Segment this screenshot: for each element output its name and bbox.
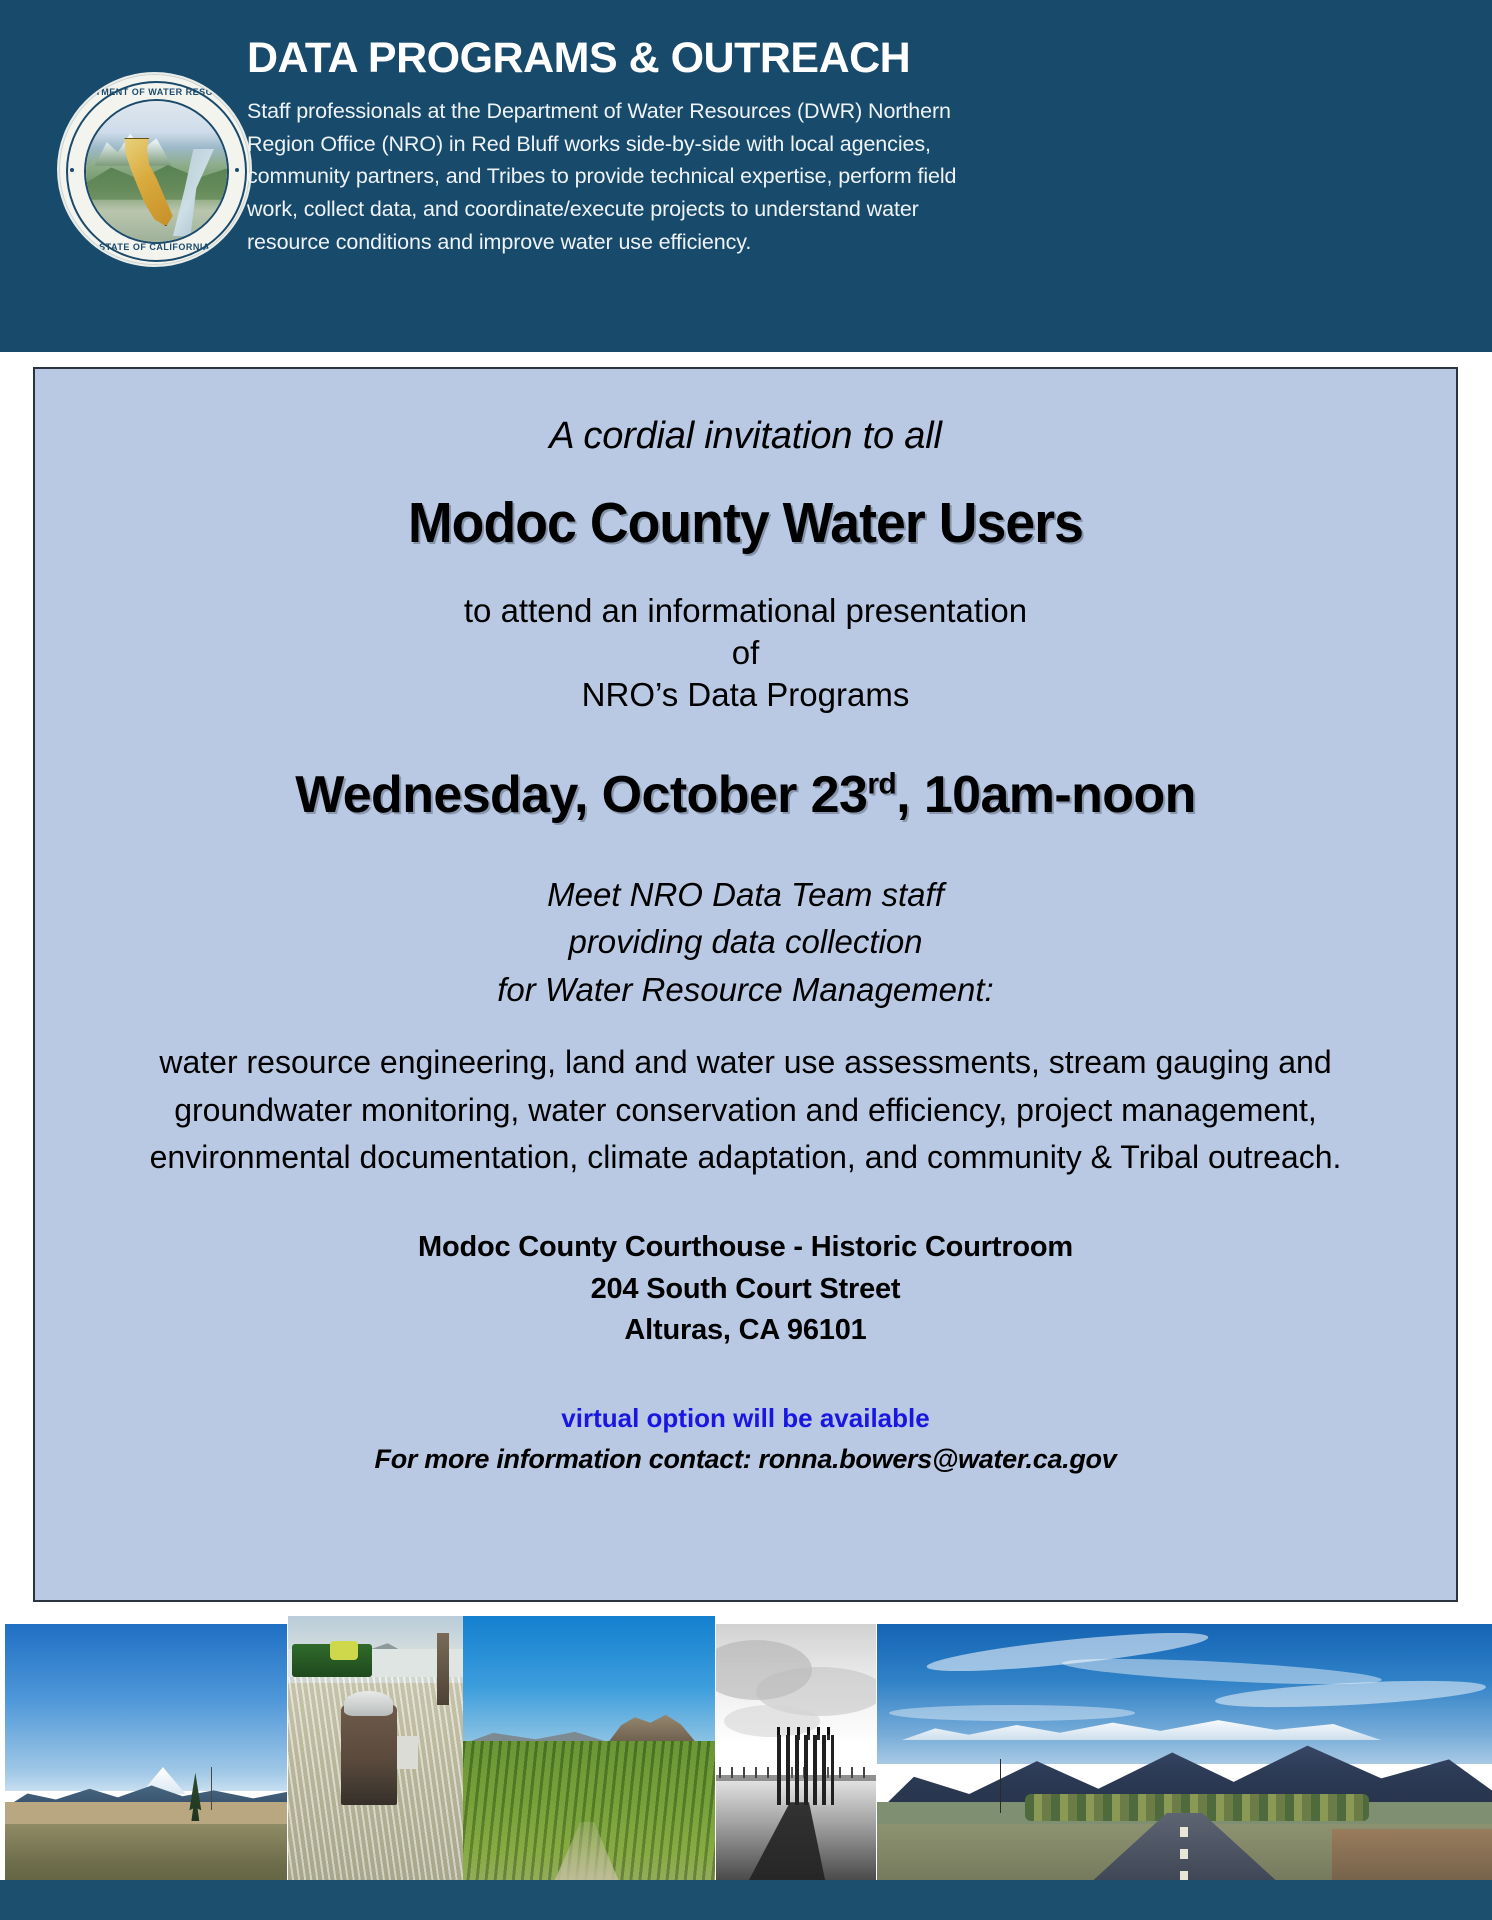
services-list-paragraph: water resource engineering, land and water use assessments, stream gauging and groundwater monitoring, water conservation and efficiency, project management, environmental documentation, climate adaptation, and community & Tribal outreach. xyxy=(149,1044,1342,1175)
attend-block xyxy=(35,590,1456,717)
photo-sagebrush-plain-with-distant-snowy-mountains xyxy=(5,1624,287,1894)
seal-bottom-text: STATE OF CALIFORNIA xyxy=(99,242,210,252)
tractor-tank-icon xyxy=(330,1641,358,1660)
meet-line-1: Meet NRO Data Team staff xyxy=(547,875,944,913)
equipment-box-icon xyxy=(397,1736,418,1769)
photo-green-tractor-and-frosted-groundwater-monitoring-well xyxy=(288,1616,463,1894)
invitation-panel xyxy=(33,367,1458,1602)
event-time-suffix: , 10am-noon xyxy=(896,765,1196,824)
header-band xyxy=(0,0,1492,352)
audience-heading: Modoc County Water Users xyxy=(407,491,1084,555)
date-ordinal-suffix: rd xyxy=(867,767,897,801)
photo-strip xyxy=(0,1624,1492,1894)
snow-capped-well-top-icon xyxy=(344,1691,393,1716)
meet-staff-block xyxy=(35,871,1456,1014)
attend-line-3: NRO’s Data Programs xyxy=(581,676,910,714)
utility-pole-icon xyxy=(1000,1759,1001,1813)
meet-line-2: providing data collection xyxy=(568,923,923,961)
wooden-post-icon xyxy=(437,1633,449,1705)
photo-rural-road-toward-snow-capped-mountains xyxy=(877,1624,1492,1894)
header-text-block xyxy=(247,36,1007,259)
seal-outer-circle xyxy=(57,72,252,267)
venue-street: 204 South Court Street xyxy=(590,1272,901,1305)
contact-line: For more information contact: ronna.bowers@water.ca.gov xyxy=(374,1443,1117,1474)
seal-top-text: DEPARTMENT OF WATER RESOURCES xyxy=(61,87,248,97)
sky-layer xyxy=(5,1624,287,1791)
page-title: DATA PROGRAMS & OUTREACH xyxy=(247,34,911,82)
monitoring-well-casing-icon xyxy=(341,1705,397,1805)
footer-band xyxy=(0,1880,1492,1920)
cattle-chute-icon xyxy=(777,1735,835,1805)
seal-scene-ring xyxy=(84,99,229,244)
attend-line-1: to attend an informational presentation xyxy=(463,592,1028,629)
venue-address-block xyxy=(35,1227,1456,1351)
seal-dot-left-icon xyxy=(70,168,74,172)
virtual-option-note: virtual option will be available xyxy=(561,1402,930,1433)
seal-landscape-scene xyxy=(86,101,227,242)
seal-dot-right-icon xyxy=(235,168,239,172)
photo-green-crop-field-with-rocky-butte xyxy=(463,1616,715,1894)
venue-city-state-zip: Alturas, CA 96101 xyxy=(624,1313,867,1346)
dwr-seal-logo xyxy=(57,72,252,267)
attend-line-2: of xyxy=(731,634,760,672)
header-description: Staff professionals at the Department of Water Resources (DWR) Northern Region Office (NRO) in Red Bluff works side-by-side with local agencies, community partners, and Tribes to provide technical expertise, perform field work, collect data, and coordinate/execute projects to understand water resource conditions and improve water use efficiency. xyxy=(247,99,957,254)
utility-pole-icon xyxy=(211,1767,212,1810)
event-datetime xyxy=(35,765,1456,825)
cordial-invitation-line: A cordial invitation to all xyxy=(549,415,942,457)
venue-name: Modoc County Courthouse - Historic Courtroom xyxy=(418,1231,1073,1264)
photo-black-and-white-cattle-corral-in-snow xyxy=(716,1624,876,1894)
event-date-prefix: Wednesday, October 23 xyxy=(295,765,868,824)
meet-line-3: for Water Resource Management: xyxy=(497,970,994,1008)
